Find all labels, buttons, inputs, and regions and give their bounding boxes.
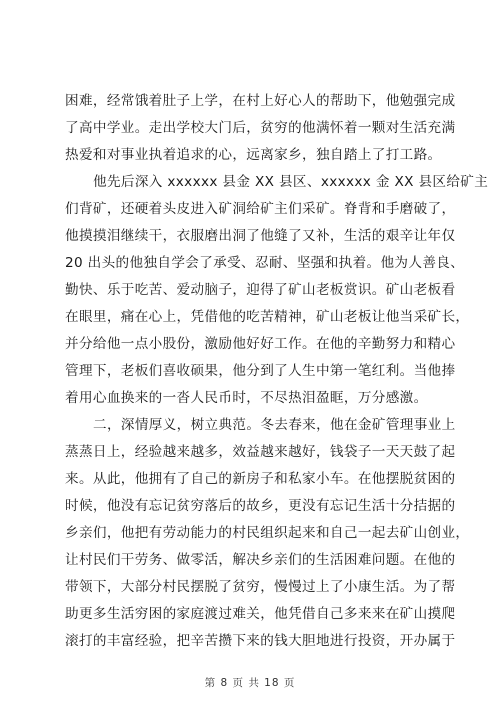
text-line: 助更多生活穷困的家庭渡过难关，他凭借自己多来来在矿山摸爬 <box>65 606 456 622</box>
text-line: 带领下，大部分村民摆脱了贫穷，慢慢过上了小康生活。为了帮 <box>65 579 456 595</box>
page-number-footer: 第 8 页 共 18 页 <box>204 677 296 689</box>
text-line: 滚打的丰富经验，把辛苦攒下来的钱大胆地进行投资，开办属于 <box>65 633 456 649</box>
text-line: 来。从此，他拥有了自己的新房子和私家小车。在他摆脱贫困的 <box>65 471 456 487</box>
paragraph-start-line: 他先后深入 xxxxxx 县金 XX 县区、xxxxxx 金 XX 县区给矿主 <box>93 174 489 190</box>
text-line: 困难，经常饿着肚子上学，在村上好心人的帮助下，他勉强完成 <box>65 93 456 109</box>
text-line: 着用心血换来的一沓人民币时，不尽热泪盈眶，万分感激。 <box>65 390 428 406</box>
text-line: 乡亲们，他把有劳动能力的村民组织起来和自己一起去矿山创业， <box>65 525 470 541</box>
text-line: 让村民们干劳务、做零活，解决乡亲们的生活困难问题。在他的 <box>65 552 456 568</box>
text-line: 在眼里，痛在心上，凭借他的吃苦精神，矿山老板让他当采矿长， <box>65 309 470 325</box>
text-line: 20 出头的他独自学会了承受、忍耐、坚强和执着。他为人善良、 <box>65 255 465 271</box>
text-line: 蒸蒸日上，经验越来越多，效益越来越好，钱袋子一天天鼓了起 <box>65 444 456 460</box>
text-line: 热爱和对事业执着追求的心，远离家乡，独自踏上了打工路。 <box>65 147 442 163</box>
text-line: 他摸摸泪继续干，衣服磨出洞了他缝了又补，生活的艰辛让年仅 <box>65 228 456 244</box>
text-line: 勤快、乐于吃苦、爱动脑子，迎得了矿山老板赏识。矿山老板看 <box>65 282 456 298</box>
text-line: 并分给他一点小股份，激励他好好工作。在他的辛勤努力和精心 <box>65 336 456 352</box>
text-line: 时候，他没有忘记贫穷落后的故乡，更没有忘记生活十分拮据的 <box>65 498 456 514</box>
text-line: 管理下，老板们喜收硕果，他分到了人生中第一笔红利。当他捧 <box>65 363 456 379</box>
section-heading-line: 二，深情厚义，树立典范。冬去春来，他在金矿管理事业上 <box>93 417 456 433</box>
text-line: 了高中学业。走出学校大门后，贫穷的他满怀着一颗对生活充满 <box>65 120 456 136</box>
text-line: 们背矿，还硬着头皮进入矿洞给矿主们采矿。脊背和手磨破了， <box>65 201 456 217</box>
body-text <box>65 88 489 655</box>
